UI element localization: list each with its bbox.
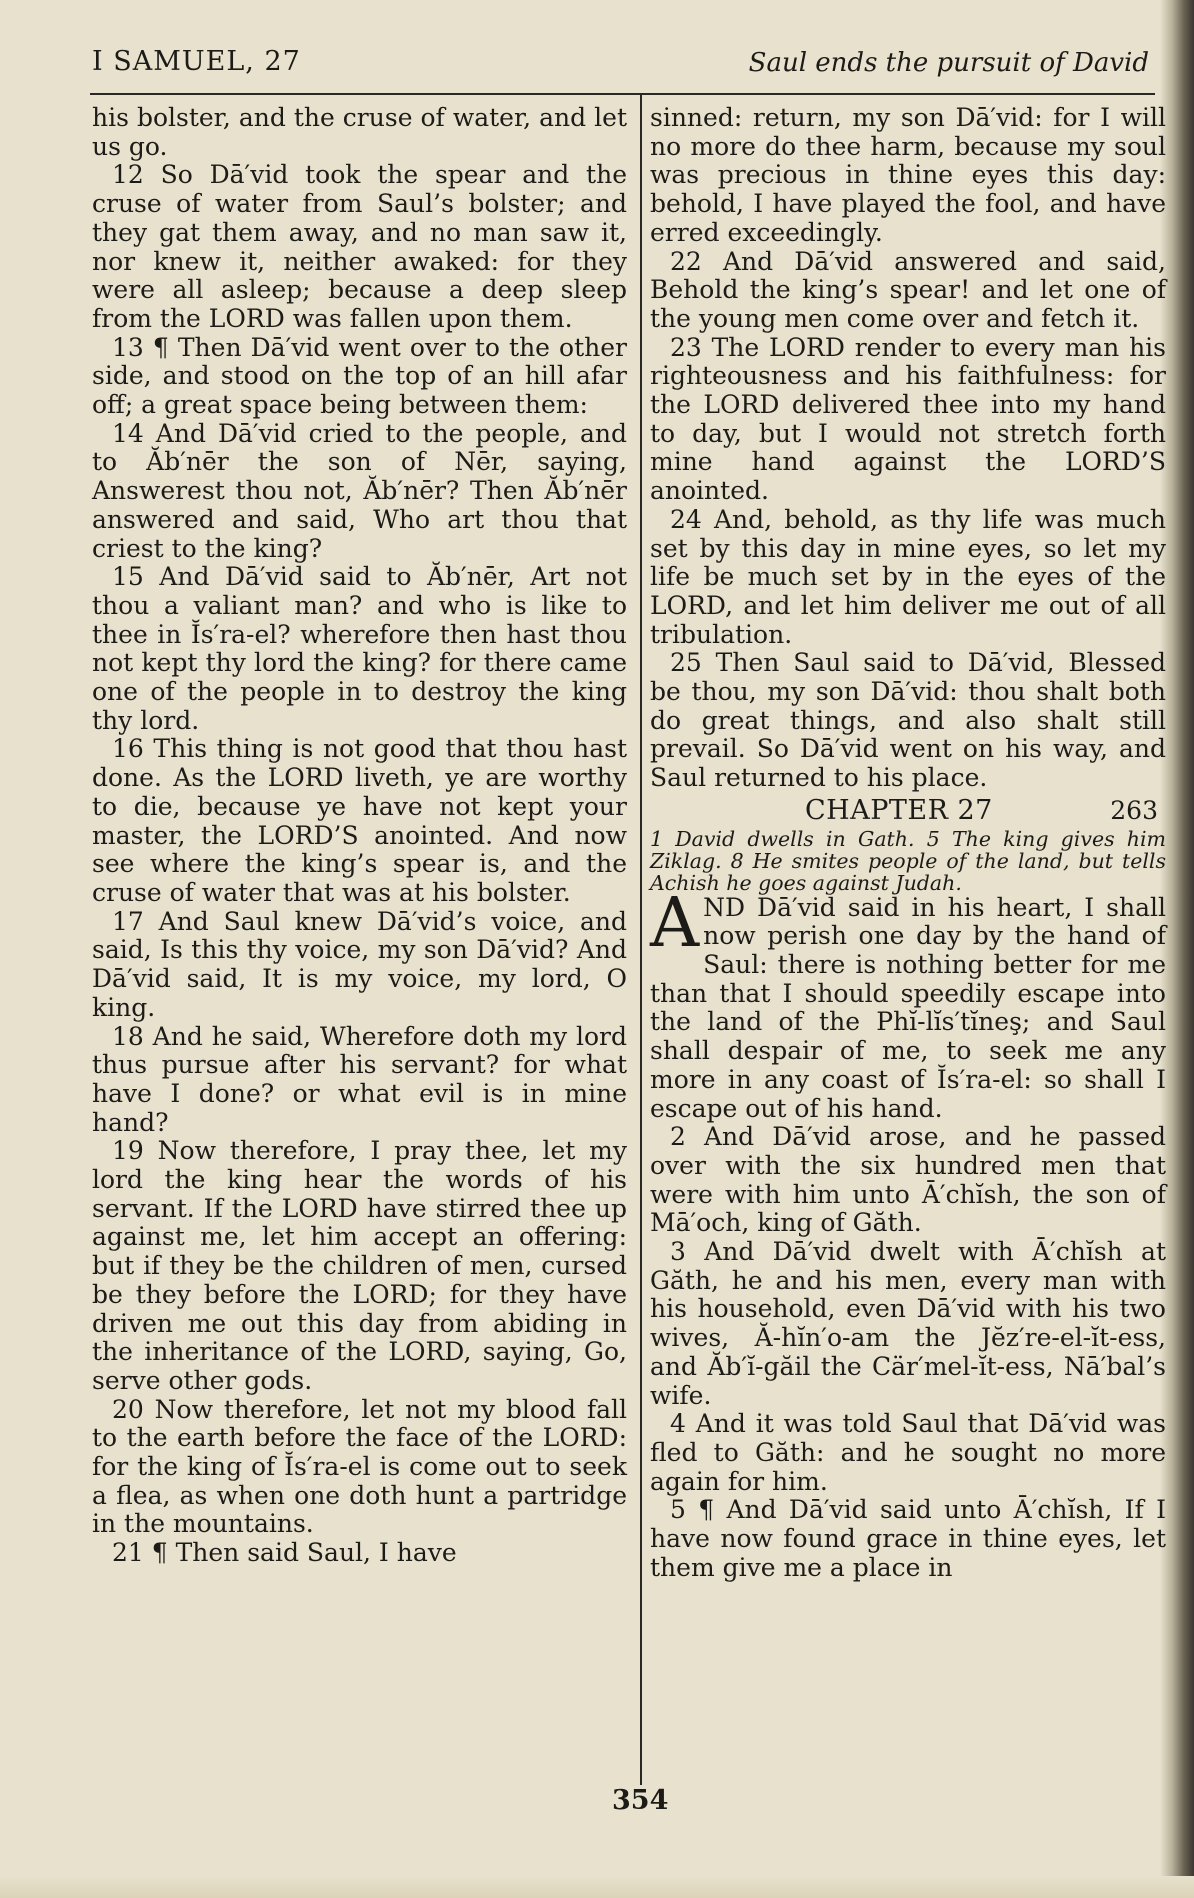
verse-25: 25 Then Saul said to Dā′vid, Blessed be thou, my son Dā′vid: thou shalt both do great things, and also shalt still prevail. So Dā′vid went on his way, and Saul returned to his place. [650,648,1166,793]
column-divider [640,95,642,1785]
verse-12: 12 So Dā′vid took the spear and the cruse of water from Saul’s bolster; and they gat them away, and no man saw it, nor knew it, neither awaked: for they were all asleep; because a deep sleep from the LORD was fallen upon them. [92,160,627,333]
verse-22: 22 And Dā′vid answered and said, Behold the king’s spear! and let one of the young men come over and fetch it. [650,246,1166,333]
verse-21: 21 ¶ Then said Saul, I have [112,1538,457,1568]
verse-13: 13 ¶ Then Dā′vid went over to the other side, and stood on the top of an hill afar off; a great space being between them: [92,332,627,420]
verse-continuation: his bolster, and the cruse of water, and let us go. [92,103,627,161]
verse-3: 3 And Dā′vid dwelt with Ā′chĭsh at Găth, he and his men, every man with his household, even Dā′vid with his two wives, Ă-hĭn′o-am the Jĕz′re-el-ĭt-ess, and Ăb′ĭ-găil the Cär′mel-ĭt-ess, Nā′bal’s wife. [650,1237,1166,1410]
verse-20: 20 Now therefore, let not my blood fall to the earth before the face of the LORD: for the king of Ĭs′ra-el is come out to seek a flea, as when one doth hunt a partridge in the mountains. [92,1394,627,1539]
verse-5: 5 ¶ And Dā′vid said unto Ā′chĭsh, If I have now found grace in thine eyes, let them give me a place in [650,1495,1166,1582]
verse-1-text: ND Dā′vid said in his heart, I shall now perish one day by the hand of Saul: there is nothing better for me than that I should speedily escape into the land of the Phĭ-lĭs′tĭneş; and Saul shall despair of me, to seek me any more in any coast of Ĭs′ra-el: so shall I escape out of his hand. [650,892,1166,1123]
page-number: 354 [612,1785,669,1816]
verse-23: 23 The LORD render to every man his righteousness and his faithfulness: for the LORD delivered thee into my hand to day, but I would not stretch forth mine hand against the LORD’S anointed. [650,332,1166,506]
chapter-summary: 1 David dwells in Gath. 5 The king gives him Ziklag. 8 He smites people of the land, but tells Achish he goes against Judah. [650,826,1166,895]
verse-1 [650,883,1166,1124]
page-topic-heading: Saul ends the pursuit of David [748,48,1149,78]
page-bottom-edge [0,1876,1194,1898]
running-header [90,42,1155,82]
verse-17: 17 And Saul knew Dā′vid’s voice, and said, Is this thy voice, my son Dā′vid? And Dā′vid said, It is my voice, my lord, O king. [92,906,627,1022]
drop-cap: A [650,883,700,963]
verse-4: 4 And it was told Saul that Dā′vid was fled to Găth: and he sought no more again for him. [650,1409,1166,1496]
header-rule [90,93,1155,95]
verse-15: 15 And Dā′vid said to Ăb′nēr, Art not thou a valiant man? and who is like to thee in Ĭs′ra-el? wherefore then hast thou not kept thy lord the king? for there came one of the people in to destroy the king thy lord. [92,562,627,735]
chapter-title: CHAPTER 27 [805,794,993,826]
book-chapter-heading: I SAMUEL, 27 [92,46,301,77]
verse-19: 19 Now therefore, I pray thee, let my lord the king hear the words of his servant. If the LORD have stirred thee up against me, let him accept an offering: but if they be the children of men, cursed be they before the LORD; for they have driven me out this day from abiding in the inheritance of the LORD, saying, Go, serve other gods. [92,1136,627,1395]
verse-24: 24 And, behold, as thy life was much set by this day in mine eyes, so let my life be much set by in the eyes of the LORD, and let him deliver me out of all tribulation. [650,504,1166,649]
chapter-page-ref: 263 [1110,795,1158,825]
verse-continuation: sinned: return, my son Dā′vid: for I will no more do thee harm, because my soul was precious in thine eyes this day: behold, I have played the fool, and have erred exceedingly. [650,103,1166,247]
verse-18: 18 And he said, Wherefore doth my lord thus pursue after his servant? for what have I done? or what evil is in mine hand? [92,1021,627,1137]
verse-16: 16 This thing is not good that thou hast done. As the LORD liveth, ye are worthy to die, because ye have not kept your master, the LORD’S anointed. And now see where the king’s spear is, and the cruse of water that was at his bolster. [92,734,627,907]
verse-2: 2 And Dā′vid arose, and he passed over with the six hundred men that were with him unto Ā′chĭsh, the son of Mā′och, king of Găth. [650,1122,1166,1238]
chapter-heading [650,794,1166,826]
left-column [92,104,627,1568]
right-column [650,104,1166,1582]
verse-14: 14 And Dā′vid cried to the people, and to Ăb′nēr the son of Nēr, saying, Answerest thou not, Ăb′nēr? Then Ăb′nēr answered and said, Who art thou that criest to the king? [92,418,627,563]
